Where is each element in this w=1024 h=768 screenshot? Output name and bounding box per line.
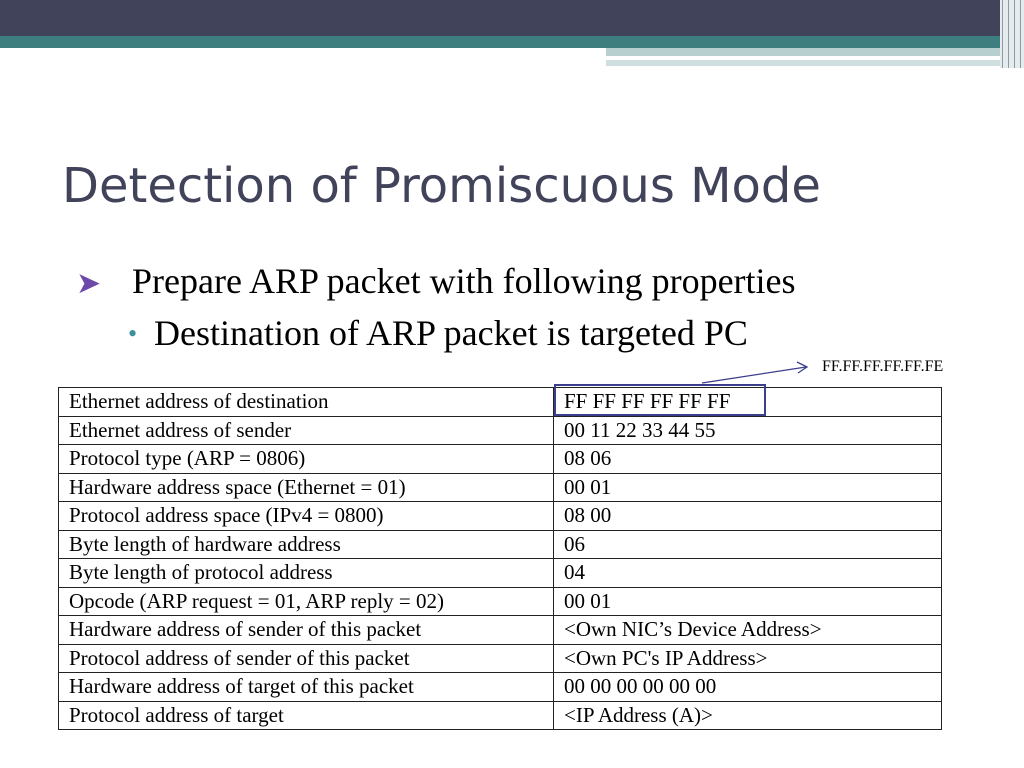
accent-stripe xyxy=(606,48,1002,56)
bullet-level2 xyxy=(128,312,748,354)
table-row xyxy=(59,673,942,702)
table-row xyxy=(59,416,942,445)
field-name-cell: Byte length of protocol address xyxy=(59,559,554,588)
destination-highlight-box xyxy=(554,384,766,416)
field-value-cell: 06 xyxy=(554,530,942,559)
bullet-level1 xyxy=(76,260,796,302)
field-name-cell: Protocol address of sender of this packet xyxy=(59,644,554,673)
accent-stripe-thin xyxy=(606,56,946,58)
bullet-level1-text: Prepare ARP packet with following properties xyxy=(132,261,796,301)
table-row xyxy=(59,388,942,417)
field-value-cell: 08 06 xyxy=(554,445,942,474)
corner-stripes xyxy=(1000,0,1024,68)
field-value-cell: <IP Address (A)> xyxy=(554,701,942,730)
field-value-cell: 00 00 00 00 00 00 xyxy=(554,673,942,702)
slide-title: Detection of Promiscuous Mode xyxy=(62,158,821,214)
field-name-cell: Hardware address of target of this packet xyxy=(59,673,554,702)
field-value-cell: 00 01 xyxy=(554,473,942,502)
field-name-cell: Protocol type (ARP = 0806) xyxy=(59,445,554,474)
field-value-cell: <Own PC's IP Address> xyxy=(554,644,942,673)
field-value-cell: <Own NIC’s Device Address> xyxy=(554,616,942,645)
arp-table-body xyxy=(59,388,942,730)
field-name-cell: Protocol address space (IPv4 = 0800) xyxy=(59,502,554,531)
field-name-cell: Protocol address of target xyxy=(59,701,554,730)
bullet-level2-text: Destination of ARP packet is targeted PC xyxy=(154,313,748,353)
table-row xyxy=(59,445,942,474)
table-row xyxy=(59,644,942,673)
header-band xyxy=(0,0,1024,36)
field-value-cell: 04 xyxy=(554,559,942,588)
field-name-cell: Byte length of hardware address xyxy=(59,530,554,559)
table-row xyxy=(59,502,942,531)
table-row xyxy=(59,616,942,645)
field-name-cell: Opcode (ARP request = 01, ARP reply = 02) xyxy=(59,587,554,616)
accent-band xyxy=(0,36,1024,48)
table-row xyxy=(59,473,942,502)
accent-stripe-light xyxy=(606,60,1002,66)
arp-packet-table xyxy=(58,387,942,730)
annotation-label: FF.FF.FF.FF.FF.FE xyxy=(822,358,944,375)
field-name-cell: Ethernet address of sender xyxy=(59,416,554,445)
field-value-cell: 00 11 22 33 44 55 xyxy=(554,416,942,445)
field-name-cell: Hardware address space (Ethernet = 01) xyxy=(59,473,554,502)
field-value-cell: 00 01 xyxy=(554,587,942,616)
table-row xyxy=(59,559,942,588)
field-value-cell: FF FF FF FF FF FF xyxy=(554,388,942,417)
table-row xyxy=(59,530,942,559)
dot-bullet-icon: • xyxy=(128,319,138,348)
table-row xyxy=(59,701,942,730)
field-value-cell: 08 00 xyxy=(554,502,942,531)
field-name-cell: Ethernet address of destination xyxy=(59,388,554,417)
arrow-bullet-icon: ➤ xyxy=(76,267,102,300)
table-row xyxy=(59,587,942,616)
field-name-cell: Hardware address of sender of this packet xyxy=(59,616,554,645)
